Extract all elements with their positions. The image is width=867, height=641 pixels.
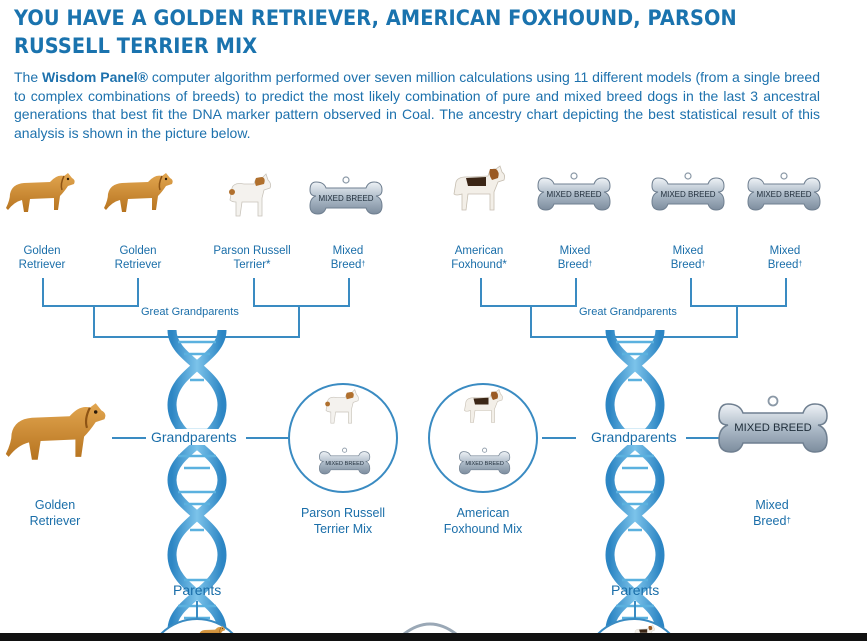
tag-label: MIXED BREED [465, 460, 504, 467]
pedigree-bracket [253, 278, 350, 307]
connector-line [686, 437, 720, 439]
connector-line [246, 437, 288, 439]
page-title: YOU HAVE A GOLDEN RETRIEVER, AMERICAN FOXHOUND, PARSON RUSSELL TERRIER MIX [14, 6, 737, 58]
tag-label: MIXED BREED [546, 190, 602, 199]
mixed-breed-tag-image [536, 170, 614, 214]
brand-name: Wisdom Panel® [42, 69, 148, 85]
great-grandparents-label: Great Grandparents [141, 306, 239, 318]
connector-line [112, 437, 146, 439]
connector-line [196, 601, 198, 619]
mixed-breed-tag-image [458, 446, 510, 476]
connector-line [542, 437, 576, 439]
golden-retriever-image [0, 396, 110, 468]
ggp-label: Parson Russell Terrier* [213, 245, 291, 271]
gp-label: Golden Retriever [29, 498, 81, 528]
american-foxhound-image [448, 164, 510, 218]
parents-label: Parents [173, 582, 222, 598]
golden-retriever-image [100, 168, 178, 218]
grandparents-label: Grandparents [148, 429, 240, 445]
tag-label: MIXED BREED [734, 422, 812, 434]
ggp-label: Golden Retriever [18, 245, 66, 271]
parents-label: Parents [611, 582, 660, 598]
bottom-bar [0, 633, 867, 641]
pedigree-bracket [690, 278, 787, 307]
ggp-label: Golden Retriever [114, 245, 162, 271]
ggp-label: Mixed Breed† [767, 245, 803, 271]
page-edge [857, 40, 867, 630]
gp-label: Parson Russell Terrier Mix [300, 506, 386, 536]
tag-label: MIXED BREED [318, 194, 374, 203]
golden-retriever-image [2, 168, 80, 218]
mixed-breed-tag-image [650, 170, 728, 214]
american-foxhound-image [460, 388, 504, 428]
grandparents-label: Grandparents [588, 429, 680, 445]
tag-ring-icon [400, 620, 460, 634]
mixed-breed-tag-image [746, 170, 824, 214]
ggp-label: American Foxhound* [451, 245, 507, 271]
parson-russell-terrier-image [318, 388, 358, 428]
pedigree-bracket [480, 278, 577, 307]
tag-label: MIXED BREED [756, 190, 812, 199]
ggp-label: Mixed Breed† [670, 245, 706, 271]
great-grandparents-label: Great Grandparents [579, 306, 677, 318]
intro-paragraph: The Wisdom Panel® computer algorithm performed over seven million calculations using 11 different models (from a single breed to complex combinations of breeds) to predict the most likely combination of pure and mixed breed dogs in the last 3 ancestral generations that best fit the DNA marker pattern observed in Coal. The ancestry chart depicting the best statistical result of this analysis is shown in the picture below. [14, 69, 821, 141]
gp-label: American Foxhound Mix [443, 506, 523, 536]
tag-label: MIXED BREED [660, 190, 716, 199]
tag-label: MIXED BREED [325, 460, 364, 467]
pedigree-bracket [42, 278, 139, 307]
connector-line [634, 601, 636, 619]
ggp-label: Mixed Breed† [557, 245, 593, 271]
parson-russell-terrier-image [220, 172, 276, 222]
mixed-breed-tag-image [716, 392, 830, 464]
mixed-breed-tag-image [308, 174, 386, 218]
ggp-label: Mixed Breed† [330, 245, 366, 271]
mixed-breed-tag-image [318, 446, 370, 476]
gp-label: Mixed Breed† [753, 498, 791, 528]
